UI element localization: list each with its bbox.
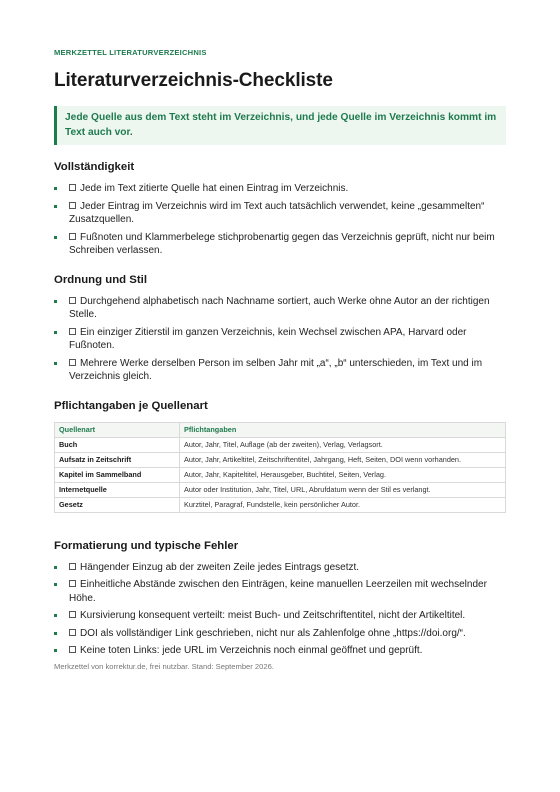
source-type-cell: Internetquelle <box>55 482 180 497</box>
checklist-item-text: Hängender Einzug ab der zweiten Zeile jedes Eintrags gesetzt. <box>80 561 360 573</box>
checkbox-empty-icon[interactable] <box>69 611 76 618</box>
checklist-item[interactable] <box>54 609 506 623</box>
checklist-item[interactable] <box>54 326 506 353</box>
column-header-quellenart: Quellenart <box>55 422 180 437</box>
page-footer: Merkzettel von korrektur.de, frei nutzbar. Stand: September 2026. <box>54 661 274 671</box>
requirements-cell: Autor, Jahr, Artikeltitel, Zeitschriftentitel, Jahrgang, Heft, Seiten, DOI wenn vorhanden. <box>180 452 506 467</box>
checklist-item-text: Ein einziger Zitierstil im ganzen Verzeichnis, kein Wechsel zwischen APA, Harvard oder Fußnoten. <box>69 326 467 351</box>
checklist-item[interactable] <box>54 231 506 258</box>
checklist-item-text: DOI als vollständiger Link geschrieben, nicht nur als Zahlenfolge ohne „https://doi.org/“. <box>80 627 466 639</box>
square-bullet-icon <box>54 566 57 569</box>
source-requirements-table <box>54 422 506 513</box>
square-bullet-icon <box>54 614 57 617</box>
checklist-item[interactable] <box>54 295 506 322</box>
square-bullet-icon <box>54 236 57 239</box>
checklist-item[interactable] <box>54 182 506 196</box>
checklist-item[interactable] <box>54 200 506 227</box>
checklist-item-text: Kursivierung konsequent verteilt: meist Buch- und Zeitschriftentitel, nicht der Artikeltitel. <box>80 610 466 621</box>
requirements-cell: Autor, Jahr, Titel, Auflage (ab der zweiten), Verlag, Verlagsort. <box>180 437 506 452</box>
checkbox-empty-icon[interactable] <box>69 580 76 587</box>
checklist-item[interactable] <box>54 627 506 641</box>
checkbox-empty-icon[interactable] <box>69 297 76 304</box>
checklist-item-text: Jeder Eintrag im Verzeichnis wird im Text auch tatsächlich verwendet, keine „gesammelten“ Zusatzquellen. <box>69 200 485 225</box>
square-bullet-icon <box>54 632 57 635</box>
source-type-cell: Kapitel im Sammelband <box>55 467 180 482</box>
checklist-vollstaendigkeit <box>54 182 506 258</box>
checkbox-empty-icon[interactable] <box>69 646 76 653</box>
requirements-cell: Autor, Jahr, Kapiteltitel, Herausgeber, Buchtitel, Seiten, Verlag. <box>180 467 506 482</box>
table-header-row <box>55 422 506 437</box>
checklist-item[interactable] <box>54 644 506 658</box>
checklist-item[interactable] <box>54 561 506 575</box>
checkbox-empty-icon[interactable] <box>69 184 76 191</box>
square-bullet-icon <box>54 300 57 303</box>
square-bullet-icon <box>54 583 57 586</box>
table-row <box>55 437 506 452</box>
section-heading-vollstaendigkeit: Vollständigkeit <box>54 161 135 173</box>
square-bullet-icon <box>54 205 57 208</box>
section-heading-pflichtangaben: Pflichtangaben je Quellenart <box>54 399 208 412</box>
checkbox-empty-icon[interactable] <box>69 359 76 366</box>
square-bullet-icon <box>54 362 57 365</box>
requirements-cell: Autor oder Institution, Jahr, Titel, URL, Abrufdatum wenn der Stil es verlangt. <box>180 482 506 497</box>
document-kicker: MERKZETTEL LITERATURVERZEICHNIS <box>54 48 207 57</box>
checkbox-empty-icon[interactable] <box>69 629 76 636</box>
source-type-cell: Gesetz <box>55 497 180 512</box>
callout-box: Jede Quelle aus dem Text steht im Verzeichnis, und jede Quelle im Verzeichnis kommt im Text auch vor. <box>54 106 506 145</box>
square-bullet-icon <box>54 331 57 334</box>
checklist-item-text: Fußnoten und Klammerbelege stichprobenartig gegen das Verzeichnis geprüft, nicht nur beim Schreiben verlassen. <box>69 231 495 256</box>
checkbox-empty-icon[interactable] <box>69 563 76 570</box>
checklist-item-text: Durchgehend alphabetisch nach Nachname sortiert, auch Werke ohne Autor an der richtigen Stelle. <box>69 295 490 320</box>
section-heading-ordnung: Ordnung und Stil <box>54 273 148 286</box>
checkbox-empty-icon[interactable] <box>69 328 76 335</box>
checklist-item[interactable] <box>54 357 506 384</box>
requirements-cell: Kurztitel, Paragraf, Fundstelle, kein persönlicher Autor. <box>180 497 506 512</box>
page-title: Literaturverzeichnis-Checkliste <box>54 70 333 91</box>
checklist-item-text: Jede im Text zitierte Quelle hat einen Eintrag im Verzeichnis. <box>80 183 349 194</box>
section-heading-formatierung: Formatierung und typische Fehler <box>54 539 239 552</box>
square-bullet-icon <box>54 187 57 190</box>
checklist-item-text: Einheitliche Abstände zwischen den Einträgen, keine manuellen Leerzeilen mit wechselnder Höhe. <box>69 579 487 604</box>
table-row <box>55 467 506 482</box>
checkbox-empty-icon[interactable] <box>69 233 76 240</box>
table-row <box>55 482 506 497</box>
checklist-item[interactable] <box>54 578 506 605</box>
table-row <box>55 452 506 467</box>
source-type-cell: Aufsatz in Zeitschrift <box>55 452 180 467</box>
checklist-item-text: Mehrere Werke derselben Person im selben Jahr mit „a“, „b“ unterschieden, im Text und im Verzeichnis gleich. <box>69 357 483 382</box>
table-row <box>55 497 506 512</box>
checklist-item-text: Keine toten Links: jede URL im Verzeichnis noch einmal geöffnet und geprüft. <box>80 645 423 656</box>
square-bullet-icon <box>54 649 57 652</box>
checkbox-empty-icon[interactable] <box>69 202 76 209</box>
column-header-pflichtangaben: Pflichtangaben <box>180 422 506 437</box>
source-type-cell: Buch <box>55 437 180 452</box>
checklist-formatierung <box>54 561 506 658</box>
checklist-ordnung <box>54 295 506 384</box>
